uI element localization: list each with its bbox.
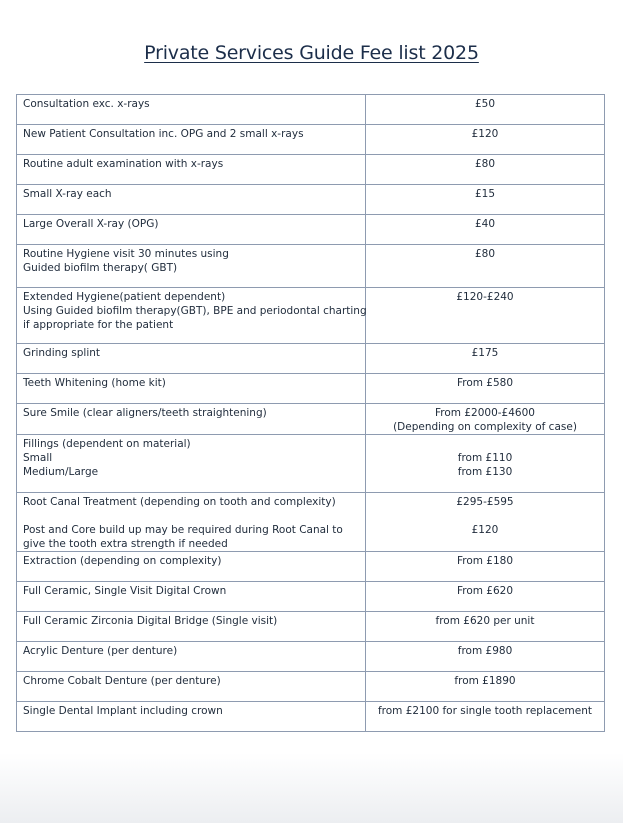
service-text: Chrome Cobalt Denture (per denture) <box>23 675 221 687</box>
price-cell <box>366 125 605 155</box>
price-cell <box>366 493 605 552</box>
service-text: Large Overall X-ray (OPG) <box>23 218 159 230</box>
service-cell <box>17 374 366 404</box>
fee-table-body <box>17 95 605 732</box>
fee-row <box>17 612 605 642</box>
service-text: Grinding splint <box>23 347 101 359</box>
service-text: Root Canal Treatment (depending on tooth and complexity) <box>23 496 336 508</box>
price-text: from £1890 <box>454 675 516 687</box>
price-text: from £980 <box>457 645 513 657</box>
price-text: £175 <box>471 347 499 359</box>
price-cell <box>366 344 605 374</box>
fee-row <box>17 344 605 374</box>
service-text: New Patient Consultation inc. OPG and 2 small x-rays <box>23 128 304 140</box>
service-text: Using Guided biofilm therapy(GBT), BPE and periodontal charting <box>23 305 367 317</box>
service-cell <box>17 642 366 672</box>
service-cell <box>17 435 366 493</box>
service-text: Acrylic Denture (per denture) <box>23 645 178 657</box>
service-text: Full Ceramic, Single Visit Digital Crown <box>23 585 227 597</box>
price-text: £80 <box>474 158 496 170</box>
price-cell <box>366 435 605 493</box>
price-cell <box>366 245 605 288</box>
service-text: Single Dental Implant including crown <box>23 705 223 717</box>
price-cell <box>366 185 605 215</box>
service-text: Routine Hygiene visit 30 minutes using <box>23 248 229 260</box>
service-cell <box>17 125 366 155</box>
price-text: £40 <box>474 218 496 230</box>
service-text: Fillings (dependent on material) <box>23 438 191 450</box>
price-text: from £130 <box>457 466 513 478</box>
page-bottom-shadow <box>0 753 623 823</box>
price-cell <box>366 642 605 672</box>
price-text: £80 <box>474 248 496 260</box>
service-cell <box>17 288 366 344</box>
service-cell <box>17 95 366 125</box>
service-text: Medium/Large <box>23 466 99 478</box>
service-text: Extended Hygiene(patient dependent) <box>23 291 226 303</box>
service-text: Routine adult examination with x-rays <box>23 158 224 170</box>
service-cell <box>17 215 366 245</box>
service-cell <box>17 552 366 582</box>
price-cell <box>366 155 605 185</box>
service-cell <box>17 185 366 215</box>
fee-row <box>17 288 605 344</box>
price-text: £120-£240 <box>456 291 514 303</box>
fee-row <box>17 245 605 288</box>
service-cell <box>17 493 366 552</box>
price-cell <box>366 702 605 732</box>
service-text: if appropriate for the patient <box>23 319 174 331</box>
fee-row <box>17 493 605 552</box>
fee-row <box>17 125 605 155</box>
price-text: £120 <box>471 524 499 536</box>
price-text: £50 <box>474 98 496 110</box>
service-cell <box>17 702 366 732</box>
price-cell <box>366 288 605 344</box>
price-text: From £180 <box>456 555 514 567</box>
fee-row <box>17 642 605 672</box>
service-cell <box>17 155 366 185</box>
fee-row <box>17 95 605 125</box>
service-text: Sure Smile (clear aligners/teeth straightening) <box>23 407 267 419</box>
service-cell <box>17 672 366 702</box>
price-cell <box>366 672 605 702</box>
service-text: Small X-ray each <box>23 188 112 200</box>
fee-row <box>17 404 605 435</box>
service-text: Consultation exc. x-rays <box>23 98 150 110</box>
price-cell <box>366 552 605 582</box>
price-text: from £620 per unit <box>435 615 535 627</box>
service-text <box>23 509 359 523</box>
price-text: £120 <box>471 128 499 140</box>
service-text: Full Ceramic Zirconia Digital Bridge (Single visit) <box>23 615 278 627</box>
service-cell <box>17 404 366 435</box>
fee-row <box>17 552 605 582</box>
price-text: (Depending on complexity of case) <box>393 421 577 433</box>
price-cell <box>366 582 605 612</box>
fee-row <box>17 435 605 493</box>
price-text: £15 <box>474 188 496 200</box>
price-cell <box>366 374 605 404</box>
fee-row <box>17 215 605 245</box>
price-cell <box>366 612 605 642</box>
fee-table <box>16 94 605 732</box>
price-cell <box>366 95 605 125</box>
fee-row <box>17 582 605 612</box>
price-text: £295-£595 <box>456 496 514 508</box>
fee-row <box>17 185 605 215</box>
service-text: Guided biofilm therapy( GBT) <box>23 262 178 274</box>
service-cell <box>17 582 366 612</box>
page-title <box>0 42 623 64</box>
price-text <box>372 509 598 523</box>
service-text: Teeth Whitening (home kit) <box>23 377 166 389</box>
service-text: Post and Core build up may be required during Root Canal to <box>23 524 343 536</box>
price-text: from £110 <box>457 452 513 464</box>
page-title-text: Private Services Guide Fee list 2025 <box>144 42 479 64</box>
price-text: From £580 <box>456 377 514 389</box>
fee-row <box>17 702 605 732</box>
price-cell <box>366 215 605 245</box>
service-text: Extraction (depending on complexity) <box>23 555 222 567</box>
price-text: From £620 <box>456 585 514 597</box>
service-cell <box>17 344 366 374</box>
service-cell <box>17 612 366 642</box>
fee-row <box>17 672 605 702</box>
fee-row <box>17 155 605 185</box>
price-cell <box>366 404 605 435</box>
service-text: give the tooth extra strength if needed <box>23 538 228 550</box>
fee-row <box>17 374 605 404</box>
price-text <box>372 437 598 451</box>
price-text: From £2000-£4600 <box>435 407 535 419</box>
price-text: from £2100 for single tooth replacement <box>377 705 593 717</box>
service-text: Small <box>23 452 53 464</box>
service-cell <box>17 245 366 288</box>
